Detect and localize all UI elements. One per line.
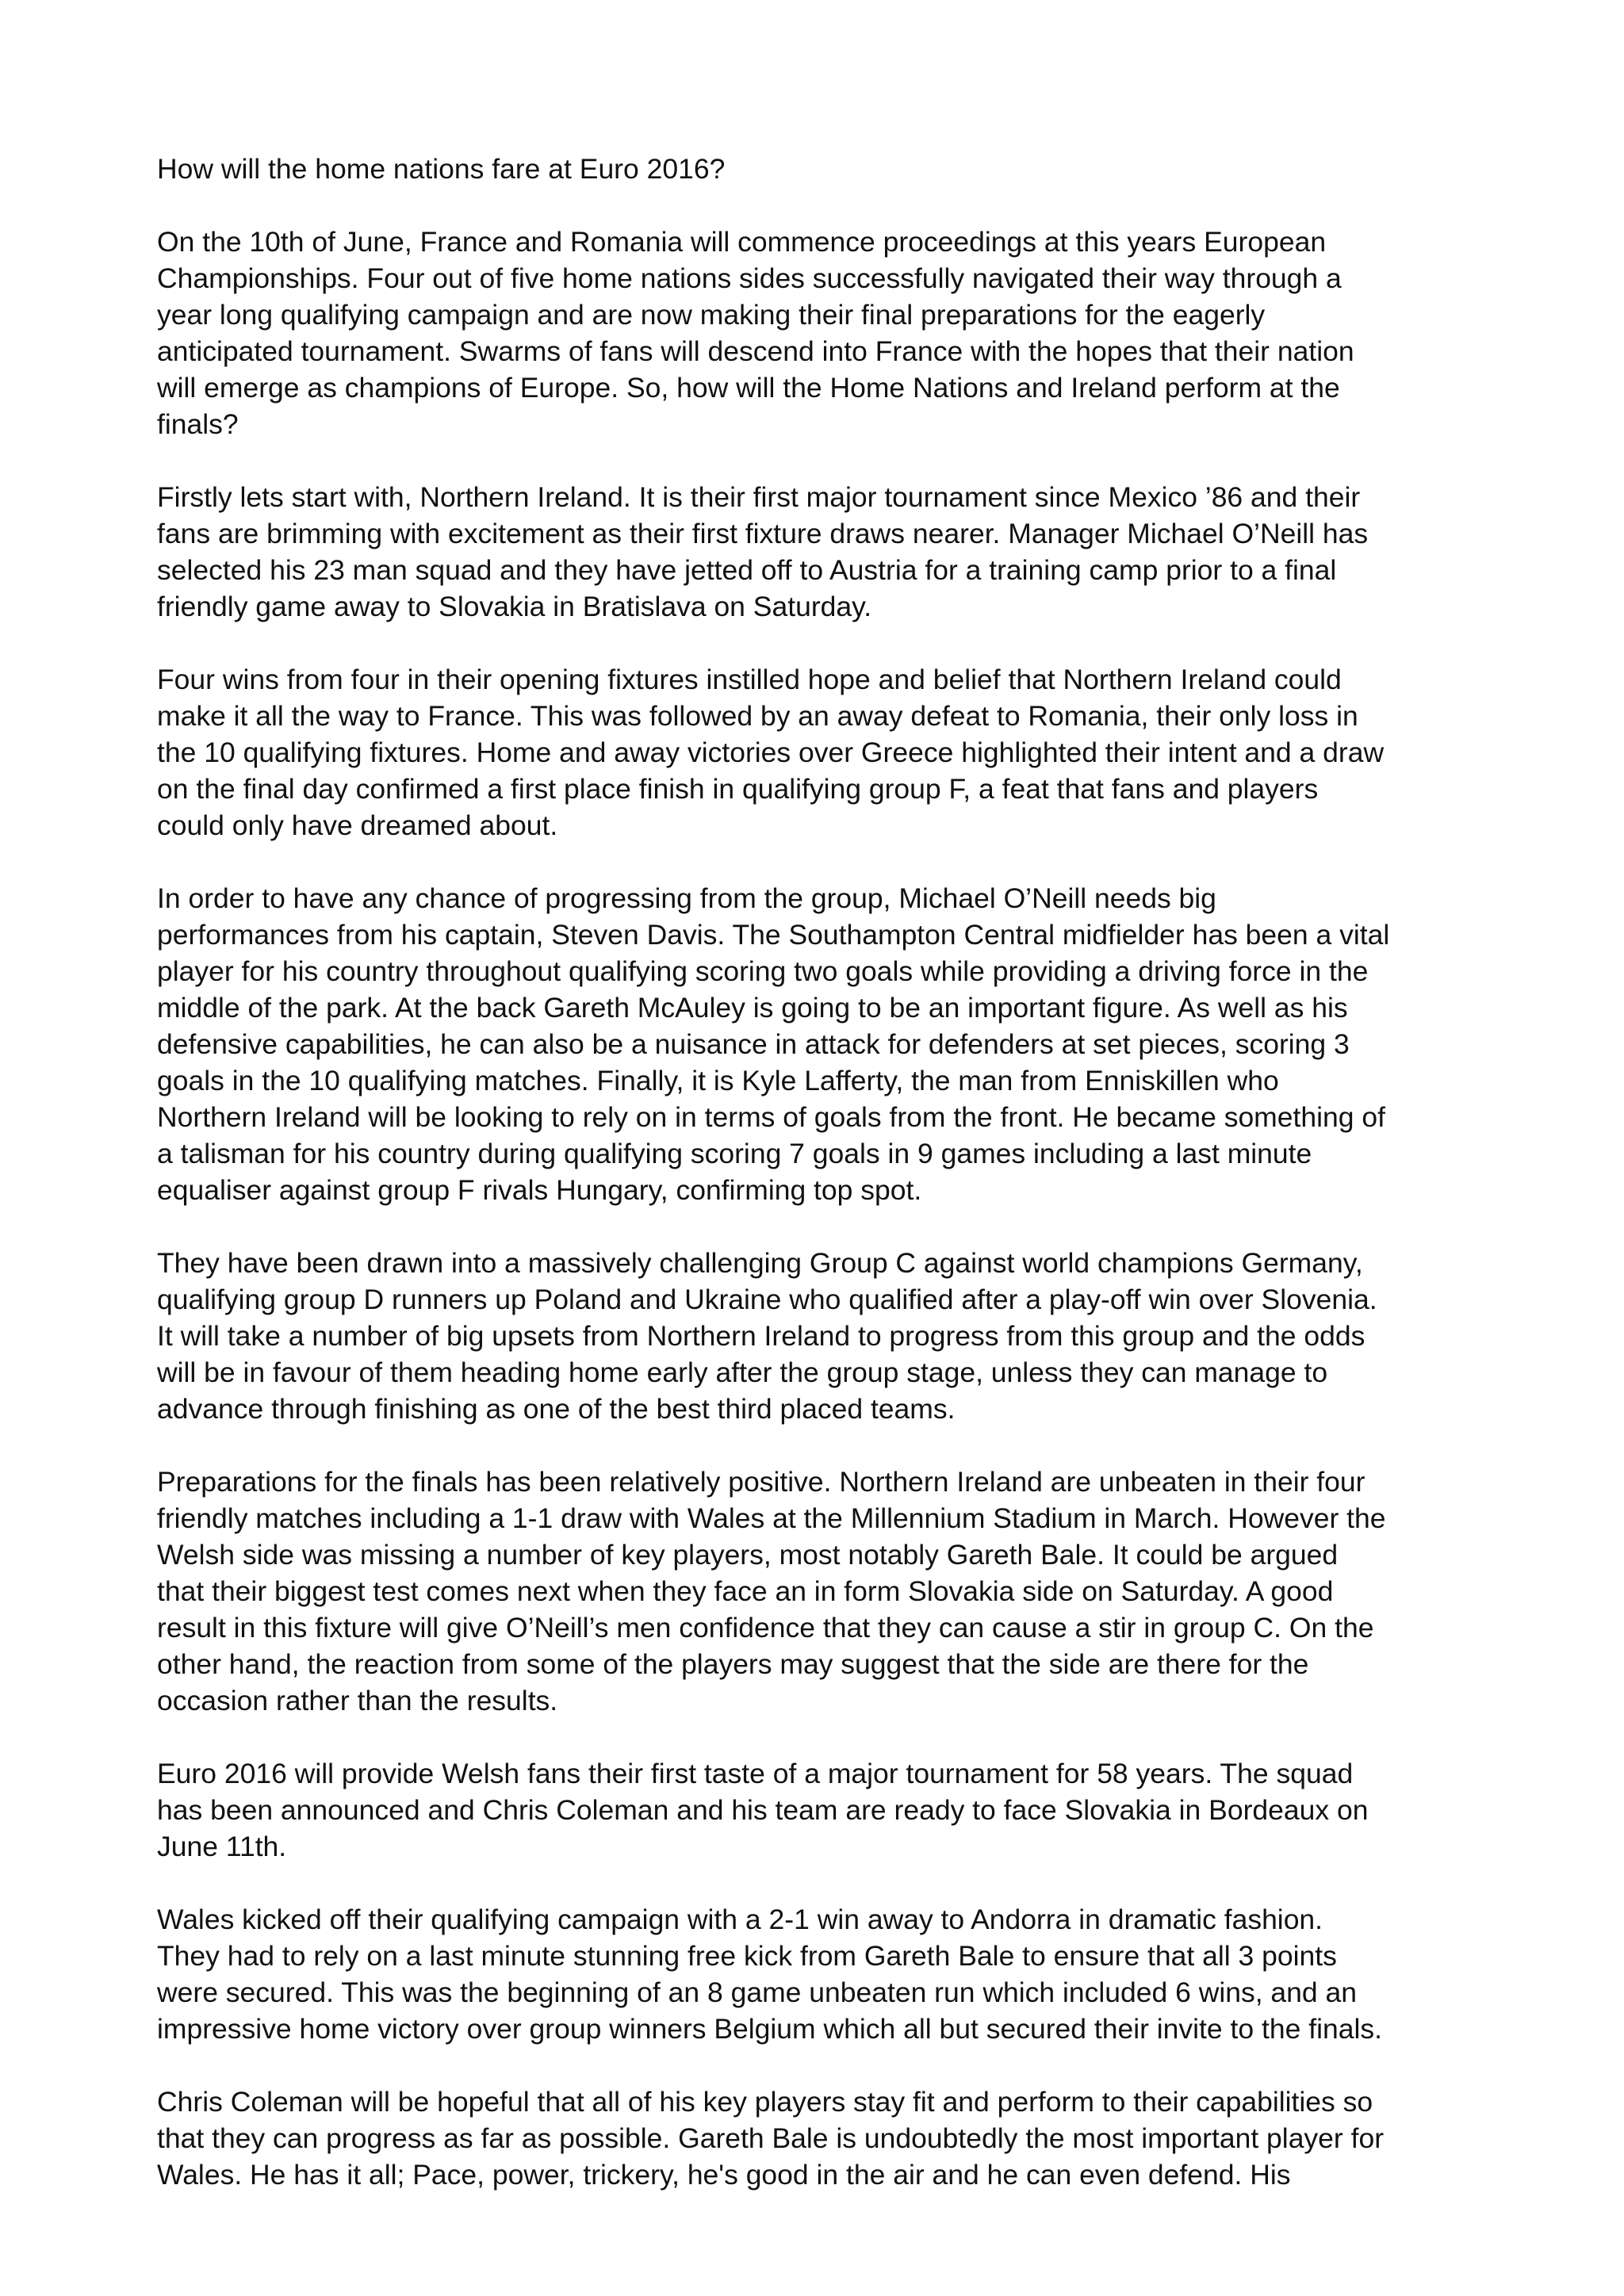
text-line: June 11th. [157,1831,287,1862]
article-paragraph [157,2084,1489,2193]
text-line: player for his country throughout qualifying scoring two goals while providing a driving force in the [157,955,1369,987]
text-line: impressive home victory over group winners Belgium which all but secured their invite to the finals. [157,2013,1382,2045]
text-line: qualifying group D runners up Poland and Ukraine who qualified after a play-off win over Slovenia. [157,1284,1377,1315]
text-line: defensive capabilities, he can also be a nuisance in attack for defenders at set pieces, scoring 3 [157,1028,1350,1060]
text-line: a talisman for his country during qualifying scoring 7 goals in 9 games including a last minute [157,1138,1312,1169]
text-line: year long qualifying campaign and are now making their final preparations for the eagerly [157,299,1266,331]
text-line: equaliser against group F rivals Hungary, confirming top spot. [157,1174,922,1206]
text-line: that their biggest test comes next when they face an in form Slovakia side on Saturday. A good [157,1575,1334,1607]
text-line: finals? [157,408,239,440]
text-line: middle of the park. At the back Gareth McAuley is going to be an important figure. As well as his [157,992,1348,1024]
text-line: They had to rely on a last minute stunning free kick from Gareth Bale to ensure that all 3 points [157,1940,1337,1972]
article-paragraph [157,224,1489,442]
text-line: were secured. This was the beginning of an 8 game unbeaten run which included 6 wins, and an [157,1976,1358,2008]
article-body [157,224,1489,2193]
text-line: Four wins from four in their opening fixtures instilled hope and belief that Northern Ireland could [157,664,1342,695]
text-line: make it all the way to France. This was followed by an away defeat to Romania, their only loss in [157,700,1358,732]
text-line: result in this fixture will give O’Neill’s men confidence that they can cause a stir in group C. On the [157,1612,1374,1644]
document-page [157,151,1489,2229]
text-line: other hand, the reaction from some of the players may suggest that the side are there for the [157,1648,1309,1680]
text-line: It will take a number of big upsets from Northern Ireland to progress from this group and the odds [157,1320,1365,1352]
text-line: They have been drawn into a massively challenging Group C against world champions Germany, [157,1247,1363,1279]
text-line: on the final day confirmed a first place finish in qualifying group F, a feat that fans and players [157,773,1319,805]
text-line: performances from his captain, Steven Davis. The Southampton Central midfielder has been a vital [157,919,1390,951]
text-line: Firstly lets start with, Northern Ireland. It is their first major tournament since Mexico ’86 and their [157,481,1361,513]
text-line: Wales. He has it all; Pace, power, trickery, he's good in the air and he can even defend. His [157,2159,1291,2191]
text-line: On the 10th of June, France and Romania will commence proceedings at this years European [157,226,1327,258]
text-line: will be in favour of them heading home early after the group stage, unless they can manage to [157,1357,1328,1388]
text-line: selected his 23 man squad and they have jetted off to Austria for a training camp prior to a final [157,554,1337,586]
article-paragraph [157,1464,1489,1719]
text-line: Euro 2016 will provide Welsh fans their first taste of a major tournament for 58 years. The squad [157,1758,1354,1789]
article-paragraph [157,661,1489,844]
text-line: Chris Coleman will be hopeful that all of his key players stay fit and perform to their capabilities so [157,2086,1373,2118]
text-line: Championships. Four out of five home nations sides successfully navigated their way through a [157,262,1342,294]
text-line: has been announced and Chris Coleman and his team are ready to face Slovakia in Bordeaux on [157,1794,1369,1826]
text-line: anticipated tournament. Swarms of fans will descend into France with the hopes that their nation [157,335,1354,367]
text-line: goals in the 10 qualifying matches. Finally, it is Kyle Lafferty, the man from Enniskillen who [157,1065,1279,1096]
text-line: advance through finishing as one of the best third placed teams. [157,1393,956,1425]
text-line: will emerge as champions of Europe. So, how will the Home Nations and Ireland perform at the [157,372,1340,404]
article-paragraph [157,479,1489,625]
text-line: Preparations for the finals has been relatively positive. Northern Ireland are unbeaten in their four [157,1466,1365,1498]
text-line: the 10 qualifying fixtures. Home and away victories over Greece highlighted their intent and a draw [157,737,1385,768]
article-paragraph [157,1755,1489,1865]
text-line: that they can progress as far as possible. Gareth Bale is undoubtedly the most important player for [157,2122,1385,2154]
text-line: Wales kicked off their qualifying campaign with a 2-1 win away to Andorra in dramatic fashion. [157,1904,1323,1935]
text-line: Northern Ireland will be looking to rely on in terms of goals from the front. He became something of [157,1101,1385,1133]
article-title: How will the home nations fare at Euro 2016? [157,153,726,185]
text-line: In order to have any chance of progressing from the group, Michael O’Neill needs big [157,882,1216,914]
text-line: occasion rather than the results. [157,1685,558,1716]
text-line: friendly game away to Slovakia in Bratislava on Saturday. [157,591,872,622]
article-paragraph [157,1901,1489,2047]
article-paragraph [157,1245,1489,1427]
text-line: could only have dreamed about. [157,809,558,841]
text-line: Welsh side was missing a number of key players, most notably Gareth Bale. It could be argued [157,1539,1339,1571]
text-line: fans are brimming with excitement as their first fixture draws nearer. Manager Michael O’Neill has [157,518,1369,549]
article-paragraph [157,880,1489,1208]
text-line: friendly matches including a 1-1 draw with Wales at the Millennium Stadium in March. However the [157,1502,1386,1534]
